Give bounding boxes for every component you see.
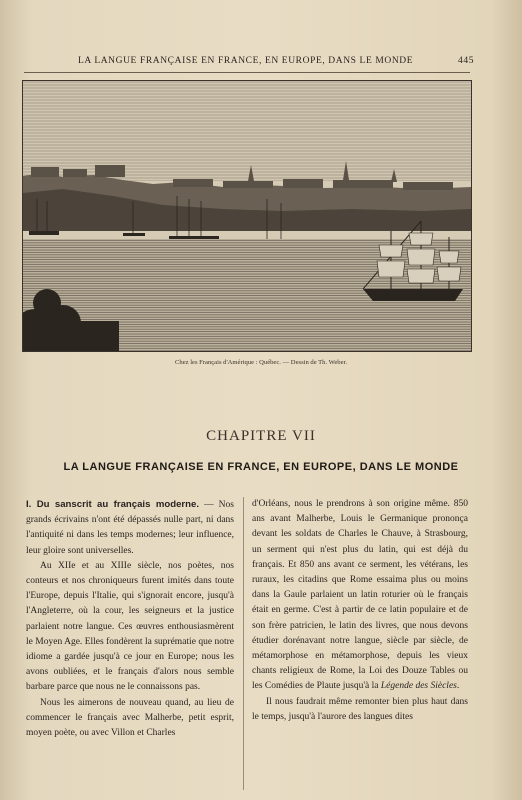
engraving-svg [23, 81, 471, 351]
paragraph-4-text: d'Orléans, nous le prendrons à son origine même. 850 ans avant Malherbe, Louis le Germanique prononça devant les soldats de Charles le Chauve, à Strasbourg, un serment qui n'est plus du latin, qui est déjà du français. Et 850 ans avant ce serment, les vétérans, les ruraux, les citadins que Rome essaima plus ou moins dans la Gaule parlaient un latin roturier où le français était en germe. C'est à partir de ce latin populaire et de son frère patricien, le latin des livres, que nous devons étudier dorénavant notre langue, siècle par siècle, de métamorphose en métamorphose, depuis les vieux chants religieux de Rome, la Loi des Douze Tables ou les Comédies de Plaute jusqu'à la [252, 499, 468, 692]
running-head [0, 56, 522, 70]
paragraph-2: Au XIIe et au XIIIe siècle, nos poètes, nos conteurs et nos chroniqueurs furent imités dans toute l'Europe, depuis l'Italie, qui s'ignorait encore, jusqu'à l'Angleterre, où la cour, les seigneurs et la justice parlaient notre langue. Ces œuvres enthousiasmèrent le Moyen Age. Elles fondèrent la suprématie que notre idiome a gardée jusqu'à ce jour en Europe; nous les avons oubliées, et le français d'alors nous semble barbare parce que nous ne le connaissons pas. [26, 560, 234, 693]
italic-title: Légende des Siècles [380, 681, 457, 692]
paragraph-4-end: . [456, 681, 460, 692]
section-heading: I. Du sanscrit au français moderne. [26, 499, 199, 510]
paragraph-4 [252, 497, 468, 695]
paragraph-3: Nous les aimerons de nouveau quand, au lieu de commencer le français avec Malherbe, petit esprit, moyen poète, ou avec Villon et Charles [26, 697, 234, 739]
chapter-title: LA LANGUE FRANÇAISE EN FRANCE, EN EUROPE, DANS LE MONDE [63, 461, 459, 473]
left-column [26, 497, 234, 741]
sailing-ship [363, 221, 463, 301]
header-rule [24, 72, 470, 73]
page-number: 445 [458, 56, 475, 66]
right-column [252, 497, 468, 725]
paragraph-1 [26, 497, 234, 559]
column-divider [243, 497, 244, 790]
paragraph-1-text: — Nos grands écrivains n'ont été dépassés nulle part, ni dans l'antiquité ni dans les temps modernes; leur influence, leur gloire sont universelles. [26, 500, 234, 556]
illustration-caption: Chez les Français d'Amérique : Québec. — Dessin de Th. Weber. [175, 359, 347, 366]
quebec-engraving [22, 80, 472, 352]
chapter-number: CHAPITRE VII [206, 428, 316, 444]
paragraph-5: Il nous faudrait même remonter bien plus haut dans le temps, jusqu'à l'aurore des langues dites [252, 696, 468, 722]
running-head-title: LA LANGUE FRANÇAISE EN FRANCE, EN EUROPE, DANS LE MONDE [78, 56, 414, 66]
